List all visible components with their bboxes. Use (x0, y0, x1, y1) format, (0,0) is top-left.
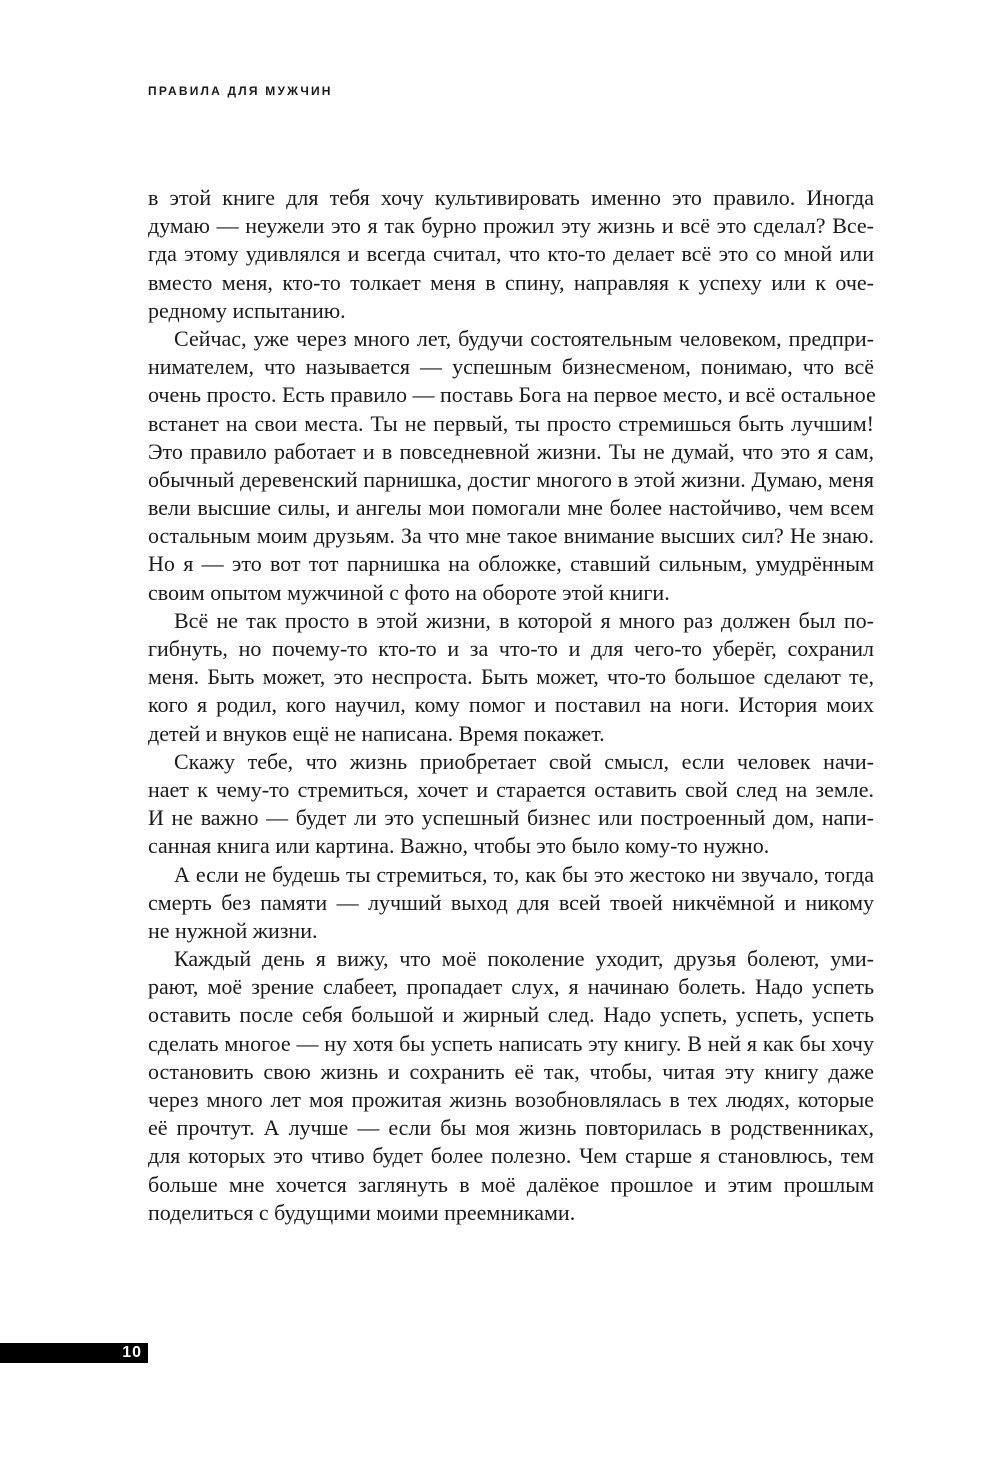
text-line: смерть без памяти — лучший выход для всей твоей никчёмной и никому (148, 889, 874, 915)
text-line: И не важно — будет ли это успешный бизнес или построенный дом, напи- (148, 805, 874, 831)
text-line: сделать многое — ну хотя бы успеть написать эту книгу. В ней я как бы хочу (148, 1030, 874, 1056)
text-line: для которых это чтиво будет более полезно. Чем старше я становлюсь, тем (148, 1143, 874, 1169)
text-line: вели высшие силы, и ангелы мои помогали мне более настойчиво, чем всем (148, 495, 874, 521)
paragraph (148, 861, 874, 946)
text-line: через много лет моя прожитая жизнь возобновлялась в тех людях, которые (148, 1087, 874, 1112)
text-line: гда этому удивлялся и всегда считал, что кто-то делает всё это со мной или (148, 241, 874, 267)
text-line: гибнуть, но почему-то кто-то и за что-то и для чего-то уберёг, сохранил (148, 636, 874, 661)
text-line: Сейчас, уже через много лет, будучи состоятельным человеком, предпри- (174, 325, 874, 351)
text-line: встанет на свои места. Ты не первый, ты просто стремишься быть лучшим! (148, 410, 874, 436)
text-line: меня. Быть может, это неспроста. Быть может, что-то большое сделают те, (148, 664, 874, 690)
paragraph (148, 748, 874, 861)
text-line: оставить после себя большой и жирный след. Надо успеть, успеть, успеть (148, 1002, 874, 1028)
text-line: обычный деревенский парнишка, достиг многого в этой жизни. Думаю, меня (148, 466, 874, 492)
text-line: Каждый день я вижу, что моё поколение уходит, друзья болеют, уми- (174, 946, 874, 972)
text-line: в этой книге для тебя хочу культивировать именно это правило. Иногда (148, 185, 874, 210)
text-line: нает к чему-то стремиться, хочет и старается оставить свой след на земле. (148, 776, 874, 802)
text-line: кого я родил, кого научил, кому помог и поставил на ноги. История моих (148, 692, 874, 718)
text-line: думаю — неужели это я так бурно прожил эту жизнь и всё это сделал? Все- (148, 213, 874, 239)
running-header: ПРАВИЛА ДЛЯ МУЖЧИН (148, 84, 333, 98)
text-line: санная книга или картина. Важно, чтобы это было кому-то нужно. (148, 833, 770, 859)
text-line: её прочтут. А лучше — если бы моя жизнь повторилась в родственниках, (148, 1115, 874, 1141)
text-line: рают, моё зрение слабеет, пропадает слух, я начинаю болеть. Надо успеть (148, 974, 874, 1000)
text-line: Но я — это вот тот парнишка на обложке, ставший сильным, умудрённым (148, 551, 874, 577)
text-line: Это правило работает и в повседневной жизни. Ты не думай, что это я сам, (148, 438, 874, 464)
paragraph (148, 945, 874, 1227)
text-line: редному испытанию. (148, 297, 346, 323)
page-number-tab (0, 1343, 148, 1363)
paragraph (148, 184, 874, 325)
text-line: не нужной жизни. (148, 917, 318, 943)
text-line: поделиться с будущими моими преемниками. (148, 1199, 576, 1225)
text-line: Всё не так просто в этой жизни, в которой я много раз должен был по- (174, 607, 874, 633)
paragraph (148, 325, 874, 607)
text-line: больше мне хочется заглянуть в моё далёкое прошлое и этим прошлым (148, 1171, 874, 1197)
text-line: остальным моим друзьям. За что мне такое внимание высших сил? Не знаю. (148, 523, 874, 549)
text-line: вместо меня, кто-то толкает меня в спину, направляя к успеху или к оче- (148, 269, 874, 295)
text-line: очень просто. Есть правило — поставь Бога на первое место, и всё остальное (148, 382, 876, 408)
body-text (148, 184, 874, 1227)
paragraph (148, 607, 874, 748)
page-number: 10 (122, 1344, 142, 1361)
text-line: Скажу тебе, что жизнь приобретает свой смысл, если человек начи- (174, 748, 874, 774)
text-line: А если не будешь ты стремиться, то, как бы это жестоко ни звучало, тогда (174, 861, 874, 887)
text-line: своим опытом мужчиной с фото на обороте этой книги. (148, 579, 670, 605)
text-line: детей и внуков ещё не написана. Время покажет. (148, 720, 605, 746)
text-line: остановить свою жизнь и сохранить её так, чтобы, читая эту книгу даже (148, 1058, 874, 1084)
text-line: нимателем, что называется — успешным бизнесменом, понимаю, что всё (148, 354, 874, 380)
